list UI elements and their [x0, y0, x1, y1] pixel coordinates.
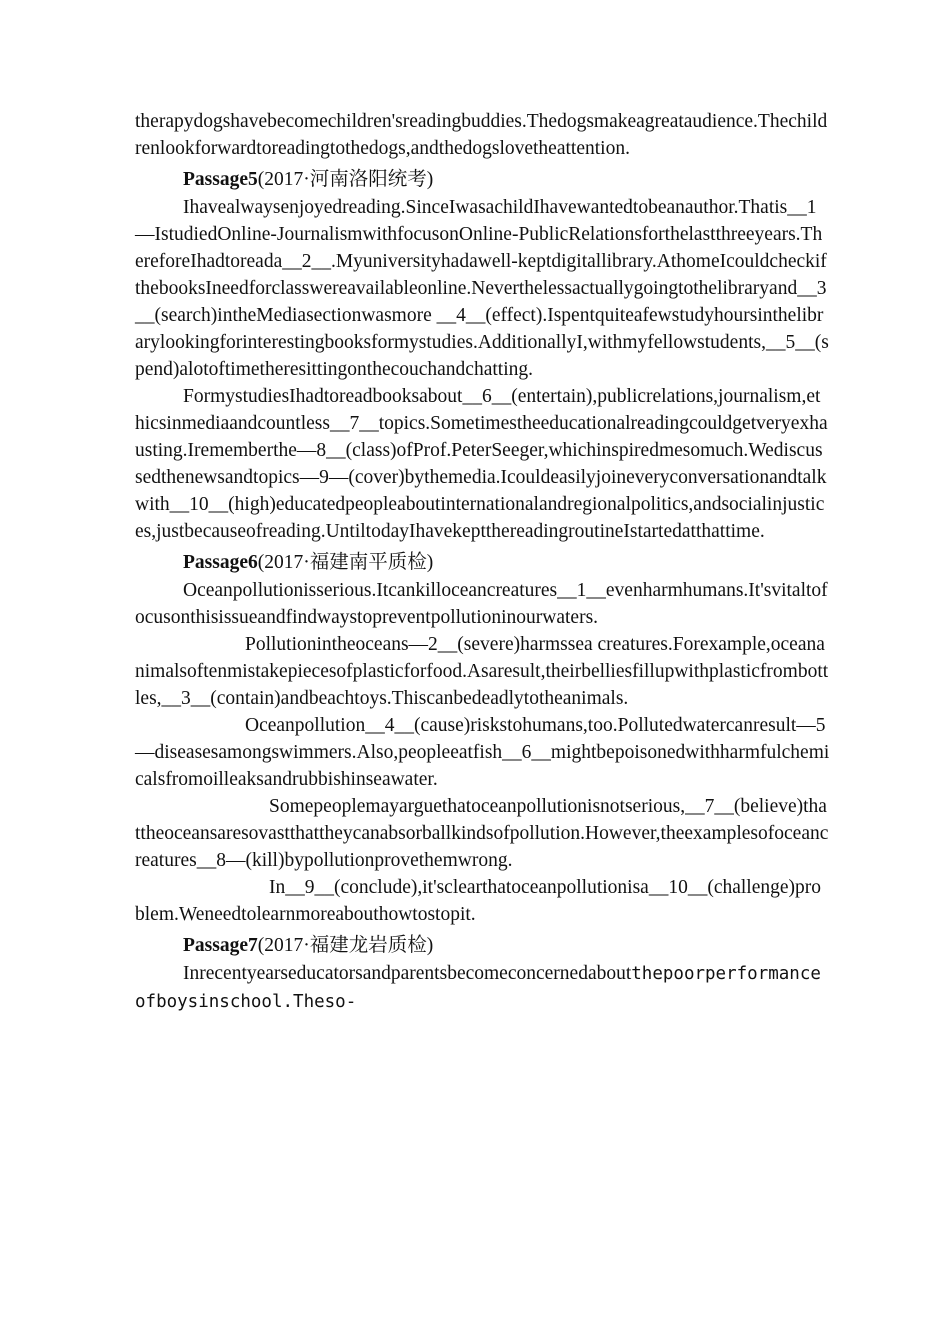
- passage-7-heading: [135, 932, 830, 959]
- passage-6-heading: [135, 549, 830, 576]
- passage-6-paragraph-3: Oceanpollution__4__(cause)riskstohumans,too.Pollutedwatercanresult—5—diseasesamongswimmers.Also,peopleeatfish__6__mightbepoisonedwithharmfulchemicalsfromoilleaksandrubbishinseawater.: [135, 715, 830, 790]
- passage-7-source: (2017·福建龙岩质检): [257, 935, 434, 956]
- passage-6-paragraph-2: Pollutionintheoceans—2__(severe)harmssea creatures.Forexample,oceananimalsoftenmistakepiecesofplasticforfood.Asaresult,theirbelliesfillupwithplasticfrombottles,__3__(contain)andbeachtoys.Thiscanbedeadlytotheanimals.: [135, 634, 829, 709]
- passage-5-paragraph-2: FormystudiesIhadtoreadbooksabout__6__(entertain),publicrelations,journalism,ethicsinmediaandcountless__7__topics.Sometimestheeducationalreadingcouldgetveryexhausting.Irememberthe—8__(class)ofProf.PeterSeeger,whichinspiredmesomuch.Wediscussedthenewsandtopics—9—(cover)bythemedia.Icouldeasilyjoineveryconversationandtalkwith__10__(high)educatedpeopleaboutinternationalandregionalpolitics,andsocialinjustices,justbecauseofreading.UntiltodayIhavekeptthereadingroutineIstartedatthattime.: [135, 386, 828, 542]
- passage-6-paragraph-4: Somepeoplemayarguethatoceanpollutionisnotserious,__7__(believe)thattheoceansaresovastthattheycanabsorballkindsofpollution.However,theexamplesofoceancreatures__8—(kill)bypollutionprovethemwrong.: [135, 796, 829, 871]
- passage-5: [135, 166, 830, 545]
- passage-5-source: (2017·河南洛阳统考): [257, 169, 434, 190]
- passage-5-title: Passage5: [183, 169, 258, 190]
- passage-7-paragraph-1: [135, 960, 830, 1016]
- passage-7-text-mono: thepoorperformanceofboysinschool.Theso-: [135, 964, 821, 1012]
- passage-7: [135, 932, 830, 1016]
- passage-5-paragraph-1: Ihavealwaysenjoyedreading.SinceIwasachildIhavewantedtobeanauthor.Thatis__1—IstudiedOnline-JournalismwithfocusonOnline-PublicRelationsforthelastthreeyears.ThereforeIhadtoreada__2__.Myuniversityhadawell-keptdigitallibrary.AthomeIcouldcheckifthebooksIneedforclasswereavailableonline.Neverthelessactuallygoingtothelibraryand__3__(search)intheMediasectionwasmore __4__(effect).Ispentquiteafewstudyhoursinthelibrarylookingforinterestingbooksformystudies.AdditionallyI,withmyfellowstudents,__5__(spend)alotoftimetheresittingonthecouchandchatting.: [135, 197, 829, 380]
- passage-6-title: Passage6: [183, 552, 258, 573]
- passage-7-text: Inrecentyearseducatorsandparentsbecomeconcernedabout: [183, 963, 632, 984]
- document-page: [135, 108, 830, 1016]
- intro-paragraph: therapydogshavebecomechildren'sreadingbuddies.Thedogsmakeagreataudience.Thechildrenlookforwardtoreadingtothedogs,andthedogslovetheattention.: [135, 111, 828, 159]
- passage-6-source: (2017·福建南平质检): [257, 552, 434, 573]
- passage-6-paragraph-5: In__9__(conclude),it'sclearthatoceanpollutionisa__10__(challenge)problem.Weneedtolearnmoreabouthowtostopit.: [135, 877, 822, 925]
- passage-6-paragraph-1: Oceanpollutionisserious.Itcankilloceancreatures__1__evenharmhumans.It'svitaltofocusonthisissueandfindwaystopreventpollutioninourwaters.: [135, 580, 828, 628]
- passage-5-heading: [135, 166, 830, 193]
- passage-6: [135, 549, 830, 928]
- passage-7-title: Passage7: [183, 935, 258, 956]
